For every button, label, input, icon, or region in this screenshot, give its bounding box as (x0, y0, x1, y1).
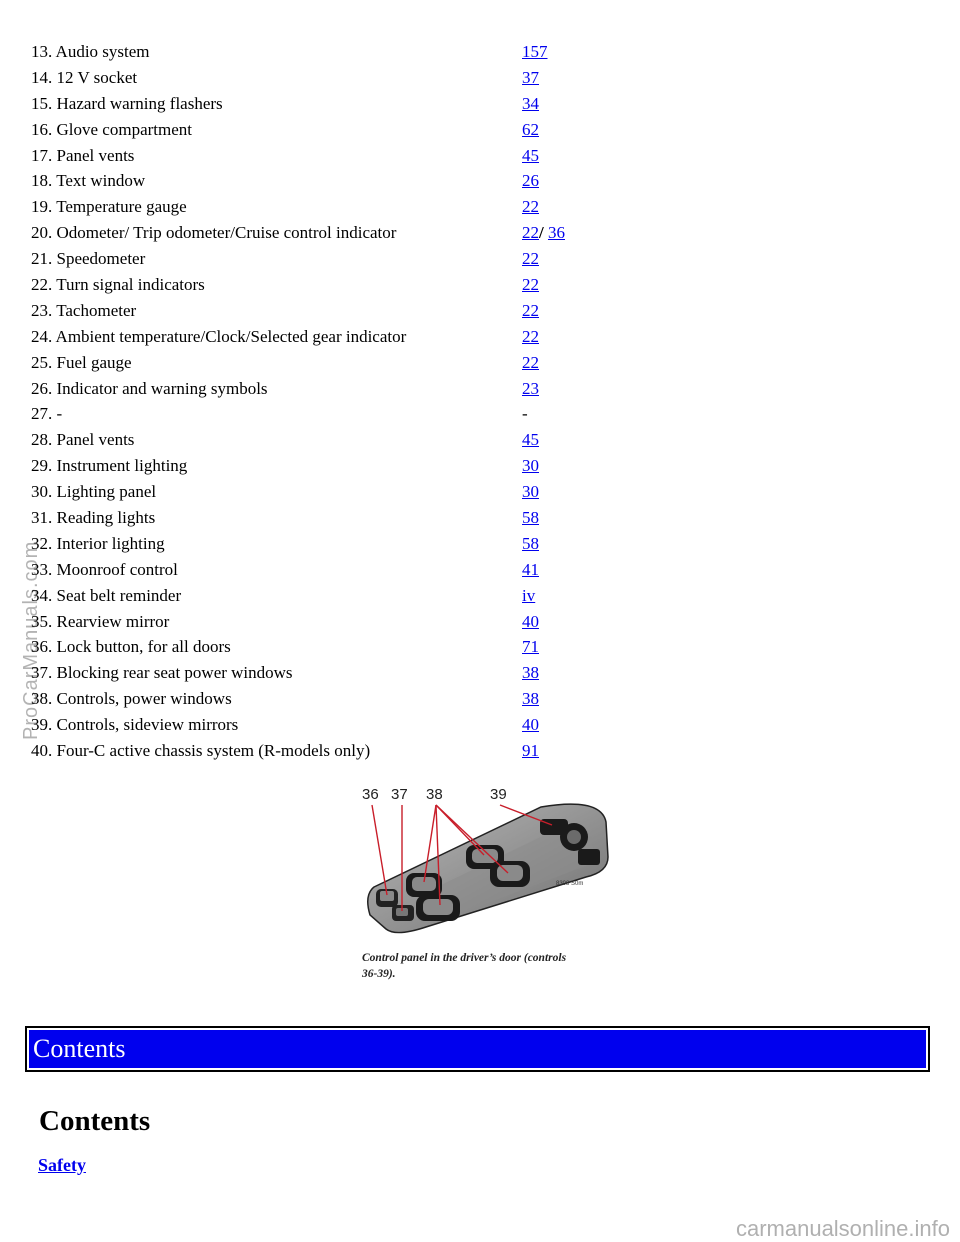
index-label: 30. Lighting panel (31, 482, 157, 502)
page-link[interactable]: 22 (522, 197, 539, 217)
contents-heading: Contents (39, 1105, 151, 1137)
figure-caption-line2: 36-39). (362, 968, 396, 980)
index-label: 29. Instrument lighting (31, 456, 188, 476)
callout-36: 36 (362, 786, 379, 803)
index-label: 37. Blocking rear seat power windows (31, 663, 293, 683)
page-link[interactable]: 38 (522, 689, 539, 709)
index-label: 16. Glove compartment (31, 119, 192, 139)
page-placeholder: - (522, 404, 528, 424)
contents-bar-title: Contents (29, 1030, 926, 1068)
page-link[interactable]: 22 (522, 223, 539, 243)
index-label: 15. Hazard warning flashers (31, 93, 223, 113)
page-link[interactable]: 45 (522, 145, 539, 165)
figure-caption-line1: Control panel in the driver’s door (controls (362, 952, 567, 964)
page-refs (522, 246, 539, 272)
door-control-panel-illustration (356, 777, 618, 989)
callout-39: 39 (490, 786, 507, 803)
page-refs (522, 324, 539, 350)
index-label: 34. Seat belt reminder (31, 585, 182, 605)
page-link[interactable]: 40 (522, 715, 539, 735)
page-refs (522, 376, 539, 402)
page-refs (522, 712, 539, 738)
page-refs (522, 194, 539, 220)
index-label: 26. Indicator and warning symbols (31, 378, 268, 398)
side-watermark: ProCarManuals.com (20, 540, 42, 740)
page-refs (522, 738, 539, 764)
page-link[interactable]: 58 (522, 533, 539, 553)
callout-38: 38 (426, 786, 443, 803)
page-link[interactable]: 23 (522, 378, 539, 398)
page-refs (522, 117, 539, 143)
page-refs (522, 479, 539, 505)
page-link[interactable]: 22 (522, 300, 539, 320)
page-refs (522, 583, 535, 609)
page-link[interactable]: 30 (522, 456, 539, 476)
page-refs (522, 220, 565, 246)
index-label: 14. 12 V socket (31, 67, 138, 87)
page-refs (522, 168, 539, 194)
page-refs (522, 531, 539, 557)
page-refs (522, 39, 548, 65)
page-refs (522, 557, 539, 583)
page-link[interactable]: iv (522, 585, 536, 605)
page-refs (522, 298, 539, 324)
page-link[interactable]: 40 (522, 611, 539, 631)
page-refs (522, 143, 539, 169)
index-label: 31. Reading lights (31, 508, 156, 528)
page-refs (522, 65, 539, 91)
index-label: 38. Controls, power windows (31, 689, 232, 709)
index-label: 32. Interior lighting (31, 533, 165, 553)
page-link[interactable]: 58 (522, 508, 539, 528)
index-label: 25. Fuel gauge (31, 352, 132, 372)
page-refs (522, 272, 539, 298)
door-control-panel-figure (356, 777, 618, 989)
index-label: 39. Controls, sideview mirrors (31, 715, 239, 735)
callout-37: 37 (391, 786, 408, 803)
page-refs (522, 350, 539, 376)
index-label: 35. Rearview mirror (31, 611, 170, 631)
page-link[interactable]: 62 (522, 119, 539, 139)
page-refs (522, 427, 539, 453)
index-label: 23. Tachometer (31, 300, 137, 320)
page-link[interactable]: 45 (522, 430, 539, 450)
page-link[interactable]: 34 (522, 93, 539, 113)
page-refs (522, 401, 528, 427)
page-separator: / (539, 223, 544, 243)
page-link[interactable]: 71 (522, 637, 539, 657)
page-refs (522, 609, 539, 635)
page-link[interactable]: 26 (522, 171, 539, 191)
page-refs (522, 91, 539, 117)
page-link[interactable]: 22 (522, 275, 539, 295)
contents-bar (25, 1026, 930, 1072)
page-link[interactable]: 41 (522, 559, 539, 579)
index-label: 28. Panel vents (31, 430, 135, 450)
page-refs (522, 686, 539, 712)
index-label: 17. Panel vents (31, 145, 135, 165)
index-label: 22. Turn signal indicators (31, 275, 205, 295)
page-link[interactable]: 36 (547, 223, 565, 243)
safety-link[interactable]: Safety (38, 1155, 86, 1175)
page-refs (522, 453, 539, 479)
page-refs (522, 660, 539, 686)
page-link[interactable]: 91 (522, 741, 539, 761)
page-refs (522, 505, 539, 531)
page-link[interactable]: 37 (522, 67, 539, 87)
index-label: 36. Lock button, for all doors (31, 637, 231, 657)
index-label: 24. Ambient temperature/Clock/Selected gear indicator (31, 326, 407, 346)
page-link[interactable]: 38 (522, 663, 539, 683)
page-link[interactable]: 22 (522, 326, 539, 346)
page-link[interactable]: 157 (522, 42, 548, 61)
index-label: 19. Temperature gauge (31, 197, 187, 217)
page-link[interactable]: 22 (522, 352, 539, 372)
index-label: 27. - (31, 404, 63, 424)
page-link[interactable]: 30 (522, 482, 539, 502)
index-label: 18. Text window (31, 171, 146, 191)
index-label: 21. Speedometer (31, 249, 146, 269)
index-label: 33. Moonroof control (31, 559, 178, 579)
figure-code: 8308 S0m (556, 881, 584, 887)
index-label: 40. Four-C active chassis system (R-models only) (31, 741, 371, 761)
index-label: 13. Audio system (31, 42, 150, 61)
bottom-watermark: carmanualsonline.info (735, 1216, 950, 1241)
index-label: 20. Odometer/ Trip odometer/Cruise control indicator (31, 223, 397, 243)
page-refs (522, 634, 539, 660)
page-link[interactable]: 22 (522, 249, 539, 269)
